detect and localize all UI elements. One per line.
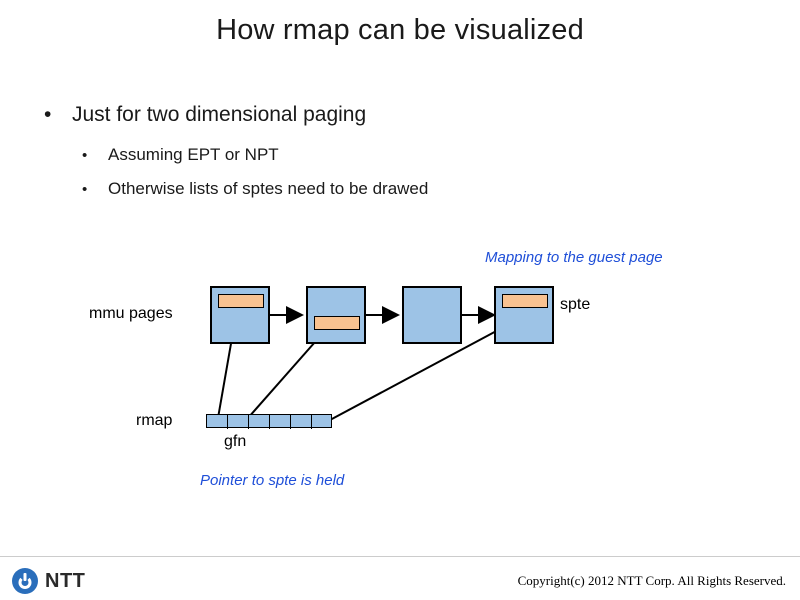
bullet-text: Just for two dimensional paging xyxy=(72,103,367,126)
rmap-cell-divider xyxy=(269,415,270,429)
spte-entry xyxy=(502,294,548,308)
label-rmap: rmap xyxy=(136,412,173,429)
bullet-level2-2 xyxy=(82,179,428,199)
rmap-cell-divider xyxy=(227,415,228,429)
rmap-array xyxy=(206,414,332,428)
page-title: How rmap can be visualized xyxy=(216,14,584,46)
bullet-text: Otherwise lists of sptes need to be drawed xyxy=(108,179,429,198)
note-mapping-to-guest-page: Mapping to the guest page xyxy=(485,249,663,266)
mmu-page-box-2 xyxy=(306,286,366,344)
label-spte: spte xyxy=(560,296,591,313)
ntt-logo-text: NTT xyxy=(45,569,86,592)
spte-entry xyxy=(314,316,360,330)
bullet-marker: • xyxy=(82,181,88,198)
mmu-page-box-4 xyxy=(494,286,554,344)
footer-divider xyxy=(0,556,800,557)
mmu-page-box-3 xyxy=(402,286,462,344)
bullet-marker: • xyxy=(44,103,52,126)
bullet-text: Assuming EPT or NPT xyxy=(108,145,279,164)
ntt-logo-icon xyxy=(12,568,38,594)
label-gfn: gfn xyxy=(224,433,247,450)
bullet-level2-1 xyxy=(82,145,279,165)
spte-entry xyxy=(218,294,264,308)
copyright-text: Copyright(c) 2012 NTT Corp. All Rights Reserved. xyxy=(517,573,786,588)
mmu-page-box-1 xyxy=(210,286,270,344)
bullet-level1 xyxy=(44,103,366,127)
label-mmu-pages: mmu pages xyxy=(89,305,173,322)
rmap-cell-divider xyxy=(311,415,312,429)
rmap-cell-divider xyxy=(248,415,249,429)
diagram-arrows xyxy=(0,230,800,510)
note-pointer-to-spte: Pointer to spte is held xyxy=(200,472,345,489)
rmap-cell-divider xyxy=(290,415,291,429)
bullet-marker: • xyxy=(82,147,88,164)
rmap-diagram xyxy=(0,230,800,510)
ntt-logo xyxy=(12,568,85,594)
